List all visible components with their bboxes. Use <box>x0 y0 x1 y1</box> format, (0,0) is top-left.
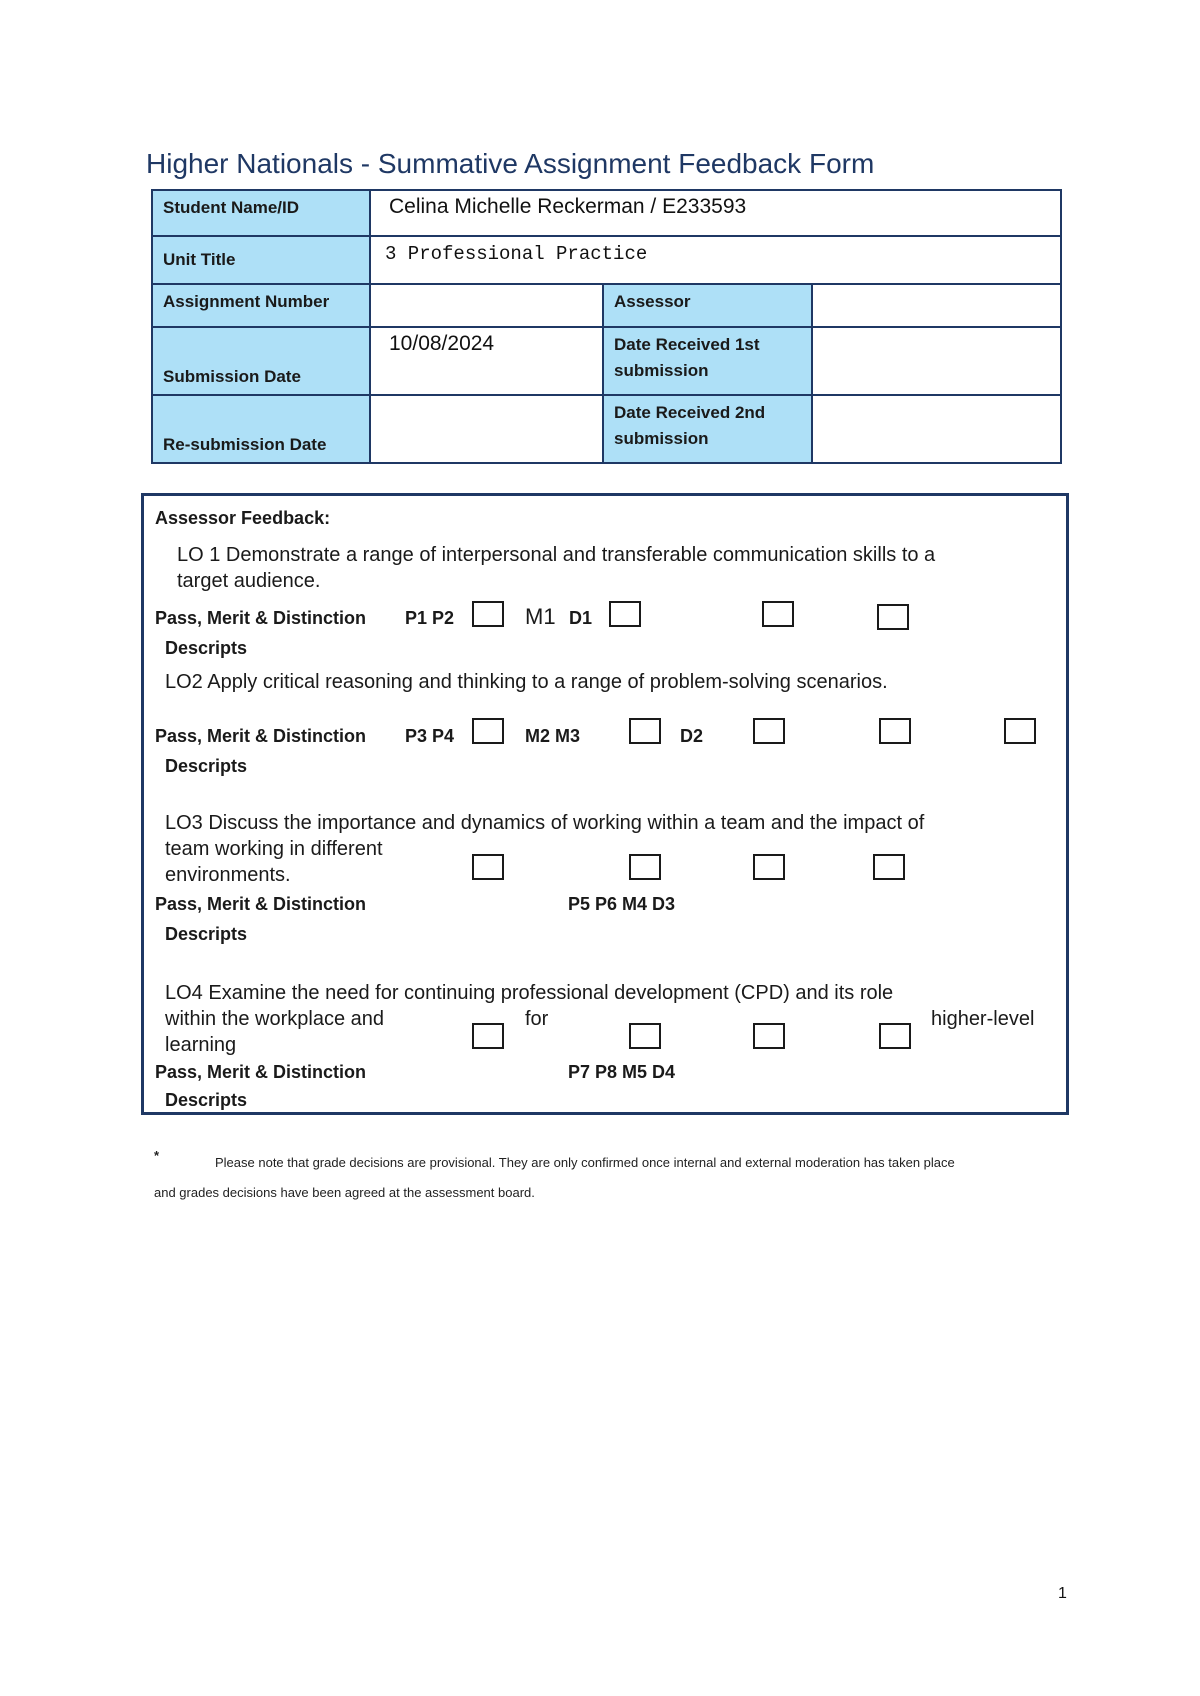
assessor-feedback-heading: Assessor Feedback: <box>155 508 331 528</box>
assignment-number-field[interactable] <box>369 283 604 328</box>
lo4-codes: P7 P8 M5 D4 <box>568 1062 676 1082</box>
assessor-feedback-box <box>141 493 1069 1115</box>
lo4-checkbox-2[interactable] <box>629 1023 661 1049</box>
date-received-1st-label: Date Received 1st submission <box>602 326 813 396</box>
lo1-checkbox-2[interactable] <box>609 601 641 627</box>
date-received-2nd-field[interactable] <box>811 394 1062 464</box>
lo3-checkbox-4[interactable] <box>873 854 905 880</box>
lo1-descripts-label: Descripts <box>165 638 248 658</box>
lo2-checkbox-3[interactable] <box>753 718 785 744</box>
lo1-code-d1: D1 <box>569 608 593 628</box>
lo1-text-line2: target audience. <box>177 570 321 592</box>
lo1-checkbox-4[interactable] <box>877 604 909 630</box>
lo2-checkbox-5[interactable] <box>1004 718 1036 744</box>
lo2-code-m2m3: M2 M3 <box>525 726 581 746</box>
lo4-descripts-label: Descripts <box>165 1090 248 1110</box>
student-name-label: Student Name/ID <box>151 189 371 237</box>
lo4-text-line1: LO4 Examine the need for continuing professional development (CPD) and its role <box>165 982 894 1004</box>
lo2-code-p3p4: P3 P4 <box>405 726 455 746</box>
lo2-pmd-label: Pass, Merit & Distinction <box>155 726 367 746</box>
lo2-text: LO2 Apply critical reasoning and thinking to a range of problem-solving scenarios. <box>165 671 888 693</box>
unit-title-field[interactable]: 3 Professional Practice <box>369 235 1062 285</box>
lo3-text-line1: LO3 Discuss the importance and dynamics of working within a team and the impact of <box>165 812 925 834</box>
resubmission-date-label-text: Re-submission Date <box>163 435 327 454</box>
assignment-number-label: Assignment Number <box>151 283 371 328</box>
lo4-pmd-label: Pass, Merit & Distinction <box>155 1062 367 1082</box>
lo1-checkbox-3[interactable] <box>762 601 794 627</box>
lo3-descripts-label: Descripts <box>165 924 248 944</box>
lo2-checkbox-1[interactable] <box>472 718 504 744</box>
assessor-field[interactable] <box>811 283 1062 328</box>
lo3-codes: P5 P6 M4 D3 <box>568 894 676 914</box>
submission-date-field[interactable]: 10/08/2024 <box>369 326 604 396</box>
date-received-1st-field[interactable] <box>811 326 1062 396</box>
student-name-field[interactable]: Celina Michelle Reckerman / E233593 <box>369 189 1062 237</box>
submission-date-label <box>151 326 371 396</box>
lo4-text-line2c: higher-level <box>931 1008 1035 1030</box>
date-received-2nd-label: Date Received 2nd submission <box>602 394 813 464</box>
lo3-checkbox-1[interactable] <box>472 854 504 880</box>
lo4-checkbox-4[interactable] <box>879 1023 911 1049</box>
lo1-pmd-label: Pass, Merit & Distinction <box>155 608 367 628</box>
lo2-code-d2: D2 <box>680 726 704 746</box>
lo2-checkbox-2[interactable] <box>629 718 661 744</box>
lo3-text-line3: environments. <box>165 864 291 886</box>
footnote-line2: and grades decisions have been agreed at the assessment board. <box>154 1185 535 1200</box>
lo4-text-line3: learning <box>165 1034 237 1056</box>
lo3-checkbox-3[interactable] <box>753 854 785 880</box>
lo1-code-p1p2: P1 P2 <box>405 608 455 628</box>
lo4-checkbox-3[interactable] <box>753 1023 785 1049</box>
lo1-checkbox-1[interactable] <box>472 601 504 627</box>
resubmission-date-label <box>151 394 371 464</box>
page-number: 1 <box>1058 1585 1067 1602</box>
footnote-line1: Please note that grade decisions are provisional. They are only confirmed once internal and external moderation has taken place <box>215 1155 955 1170</box>
lo3-pmd-label: Pass, Merit & Distinction <box>155 894 367 914</box>
lo3-text-line2: team working in different <box>165 838 383 860</box>
lo4-checkbox-1[interactable] <box>472 1023 504 1049</box>
submission-date-label-text: Submission Date <box>163 367 301 386</box>
lo3-checkbox-2[interactable] <box>629 854 661 880</box>
lo2-checkbox-4[interactable] <box>879 718 911 744</box>
footnote-marker: * <box>154 1148 160 1163</box>
lo4-text-line2b: for <box>525 1008 549 1030</box>
lo4-text-line2a: within the workplace and <box>165 1008 385 1030</box>
lo1-text-line1: LO 1 Demonstrate a range of interpersonal and transferable communication skills to a <box>177 544 936 566</box>
lo1-code-m1: M1 <box>525 604 556 629</box>
unit-title-label: Unit Title <box>151 235 371 285</box>
resubmission-date-field[interactable] <box>369 394 604 464</box>
assessor-label: Assessor <box>602 283 813 328</box>
page-title: Higher Nationals - Summative Assignment Feedback Form <box>146 148 875 179</box>
lo2-descripts-label: Descripts <box>165 756 248 776</box>
